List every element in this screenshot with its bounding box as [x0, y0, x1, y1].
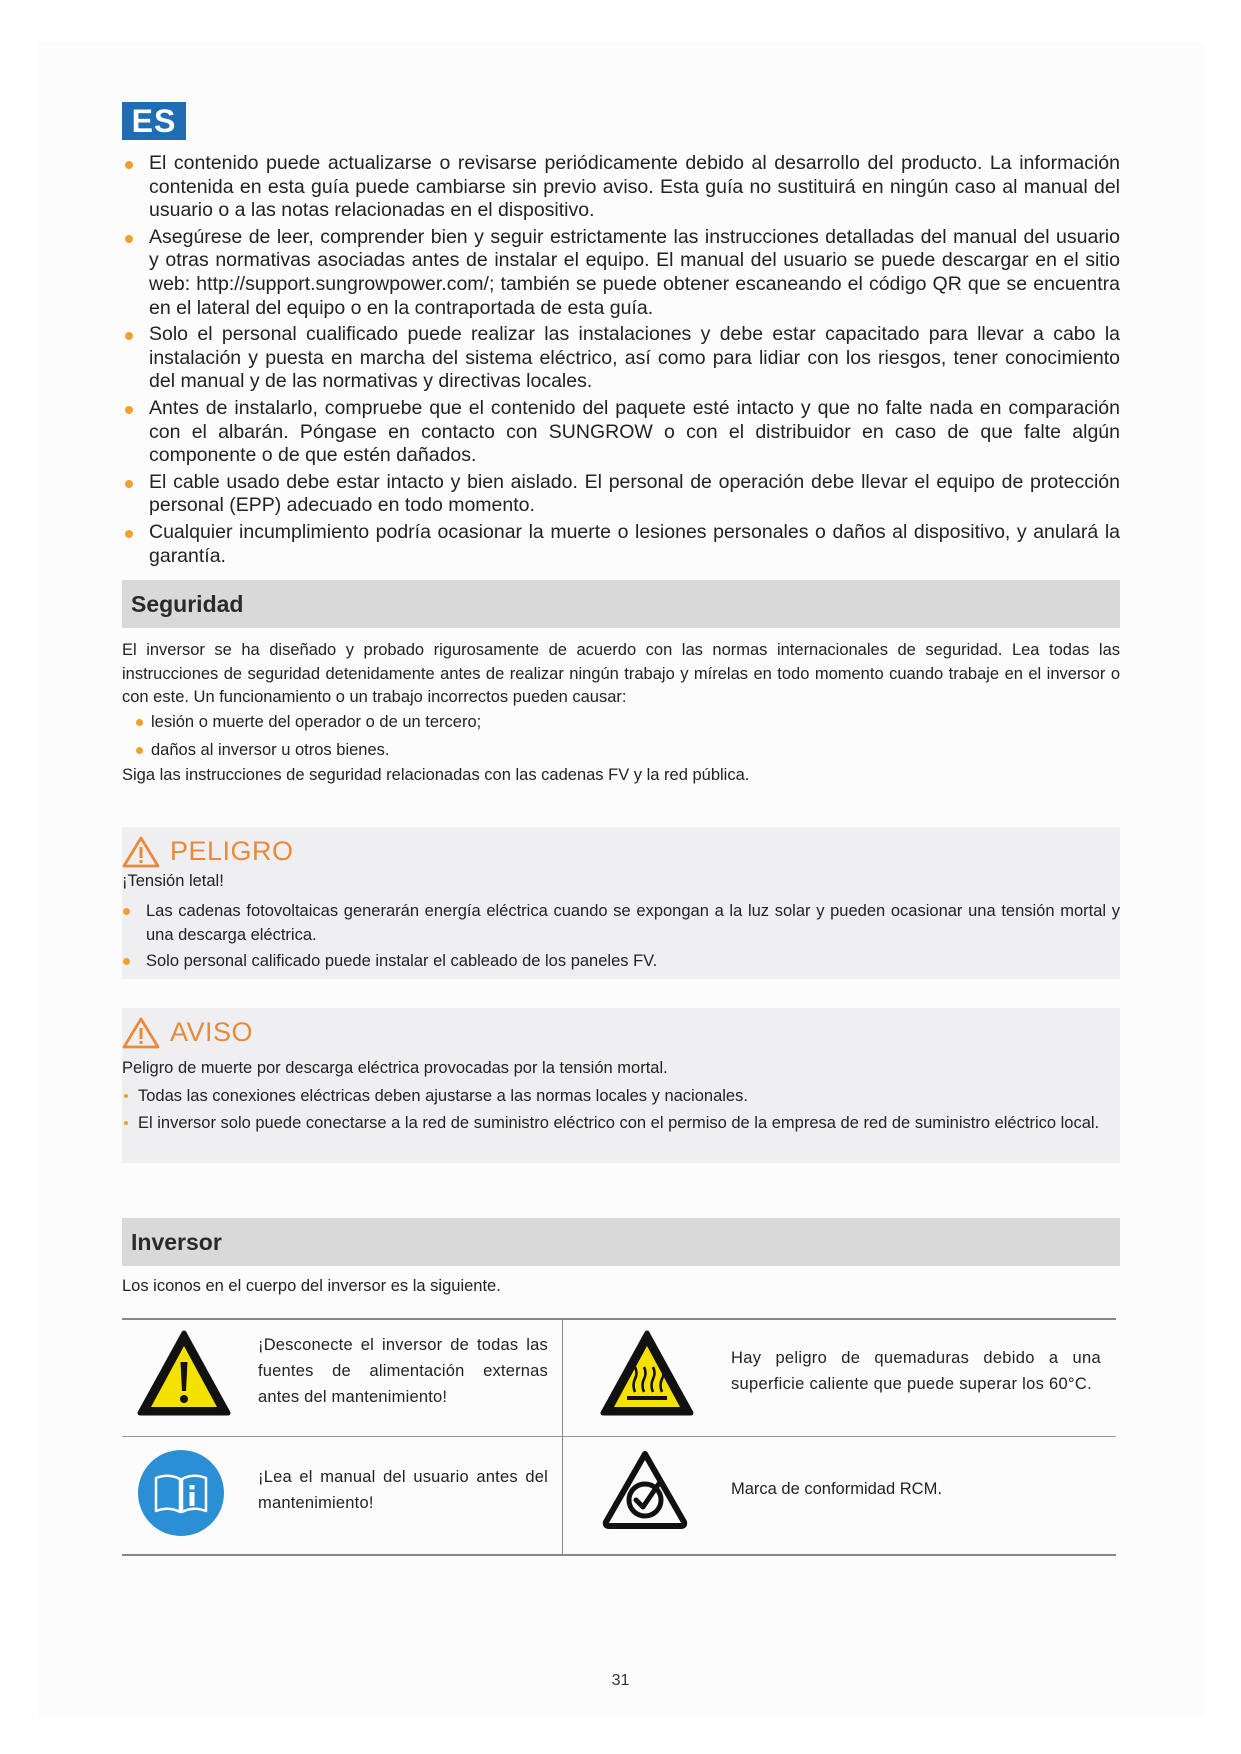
warning-triangle-icon: [122, 1016, 160, 1049]
danger-title-row: [122, 835, 294, 868]
danger-item: Las cadenas fotovoltaicas generarán energía eléctrica cuando se expongan a la luz solar y pueden ocasionar una tensión mortal y una descarga eléctrica.: [122, 899, 1120, 947]
notice-item: Todas las conexiones eléctricas deben ajustarse a las normas locales y nacionales.: [122, 1084, 1120, 1109]
danger-box: [122, 827, 1120, 979]
inverter-heading: Inversor: [131, 1229, 222, 1255]
notice-title-row: [122, 1016, 253, 1049]
risk-item: daños al inversor u otros bienes.: [136, 738, 481, 766]
danger-list: [122, 899, 1120, 975]
table-column-divider: [562, 1320, 563, 1554]
danger-intro: ¡Tensión letal!: [122, 872, 224, 890]
inverter-intro: Los iconos en el cuerpo del inversor es la siguiente.: [122, 1277, 501, 1295]
general-warning-icon: [136, 1329, 232, 1417]
notice-item: El inversor solo puede conectarse a la red de suministro eléctrico con el permiso de la empresa de red de suministro eléctrico local.: [122, 1111, 1120, 1136]
intro-bullet: El cable usado debe estar intacto y bien aislado. El personal de operación debe llevar el equipo de protección personal (EPP) adecuado en todo momento.: [122, 471, 1120, 518]
danger-item: Solo personal calificado puede instalar el cableado de los paneles FV.: [122, 949, 1120, 973]
icon-description: ¡Desconecte el inversor de todas las fuentes de alimentación externas antes del mantenimiento!: [258, 1336, 548, 1406]
language-tag: ES: [122, 102, 186, 140]
intro-bullet: Cualquier incumplimiento podría ocasionar la muerte o lesiones personales o daños al dispositivo, y anulará la garantía.: [122, 521, 1120, 568]
icon-description: Hay peligro de quemaduras debido a una superficie caliente que puede superar los 60°C.: [731, 1349, 1101, 1393]
hot-surface-icon: [599, 1329, 695, 1417]
notice-list: [122, 1084, 1120, 1138]
warning-triangle-icon: [122, 835, 160, 868]
rcm-mark-icon: [602, 1450, 688, 1530]
safety-heading: Seguridad: [131, 591, 244, 617]
intro-bullet: Antes de instalarlo, compruebe que el contenido del paquete esté intacto y que no falte nada en comparación con el albarán. Póngase en contacto con SUNGROW o con el distribuidor en caso de que falte algún componente o de que estén dañados.: [122, 397, 1120, 468]
notice-title: AVISO: [170, 1017, 254, 1047]
notice-box: [122, 1008, 1120, 1163]
safety-risk-list: [136, 710, 481, 766]
read-manual-icon: [136, 1448, 226, 1538]
icon-description: Marca de conformidad RCM.: [731, 1480, 942, 1498]
intro-bullet: Asegúrese de leer, comprender bien y seguir estrictamente las instrucciones detalladas del manual del usuario y otras normativas asociadas antes de instalar el equipo. El manual del usuario se puede descargar en el sitio web: http://support.sungrowpower.com/; también se puede obtener escaneando el código QR que se encuentra en el lateral del equipo o en la contraportada de esta guía.: [122, 226, 1120, 320]
page-number: 31: [611, 1672, 630, 1689]
notice-intro: Peligro de muerte por descarga eléctrica provocadas por la tensión mortal.: [122, 1059, 668, 1077]
risk-item: lesión o muerte del operador o de un tercero;: [136, 710, 481, 738]
safety-paragraph: El inversor se ha diseñado y probado rigurosamente de acuerdo con las normas internacionales de seguridad. Lea todas las instrucciones de seguridad detenidamente antes de realizar ningún trabajo y mírelas en todo momento cuando trabaje en el inversor o con este. Un funcionamiento o un trabajo incorrectos pueden causar:: [122, 641, 1120, 706]
intro-bullet-list: [122, 152, 1120, 571]
inverter-section-header: [122, 1218, 1120, 1266]
table-row-divider: [122, 1436, 1116, 1437]
danger-title: PELIGRO: [170, 836, 294, 866]
intro-bullet: Solo el personal cualificado puede realizar las instalaciones y debe estar capacitado para llevar a cabo la instalación y puesta en marcha del sistema eléctrico, así como para lidiar con los riesgos, tener conocimiento del manual y de las normativas y directivas locales.: [122, 323, 1120, 394]
safety-closing: Siga las instrucciones de seguridad relacionadas con las cadenas FV y la red pública.: [122, 766, 750, 784]
inverter-icon-table: [122, 1318, 1116, 1556]
intro-bullet: El contenido puede actualizarse o revisarse periódicamente debido al desarrollo del producto. La información contenida en esta guía puede cambiarse sin previo aviso. Esta guía no sustituirá en ningún caso al manual del usuario o a las notas relacionadas en el dispositivo.: [122, 152, 1120, 223]
safety-section-header: [122, 580, 1120, 628]
icon-description: ¡Lea el manual del usuario antes del mantenimiento!: [258, 1468, 548, 1512]
